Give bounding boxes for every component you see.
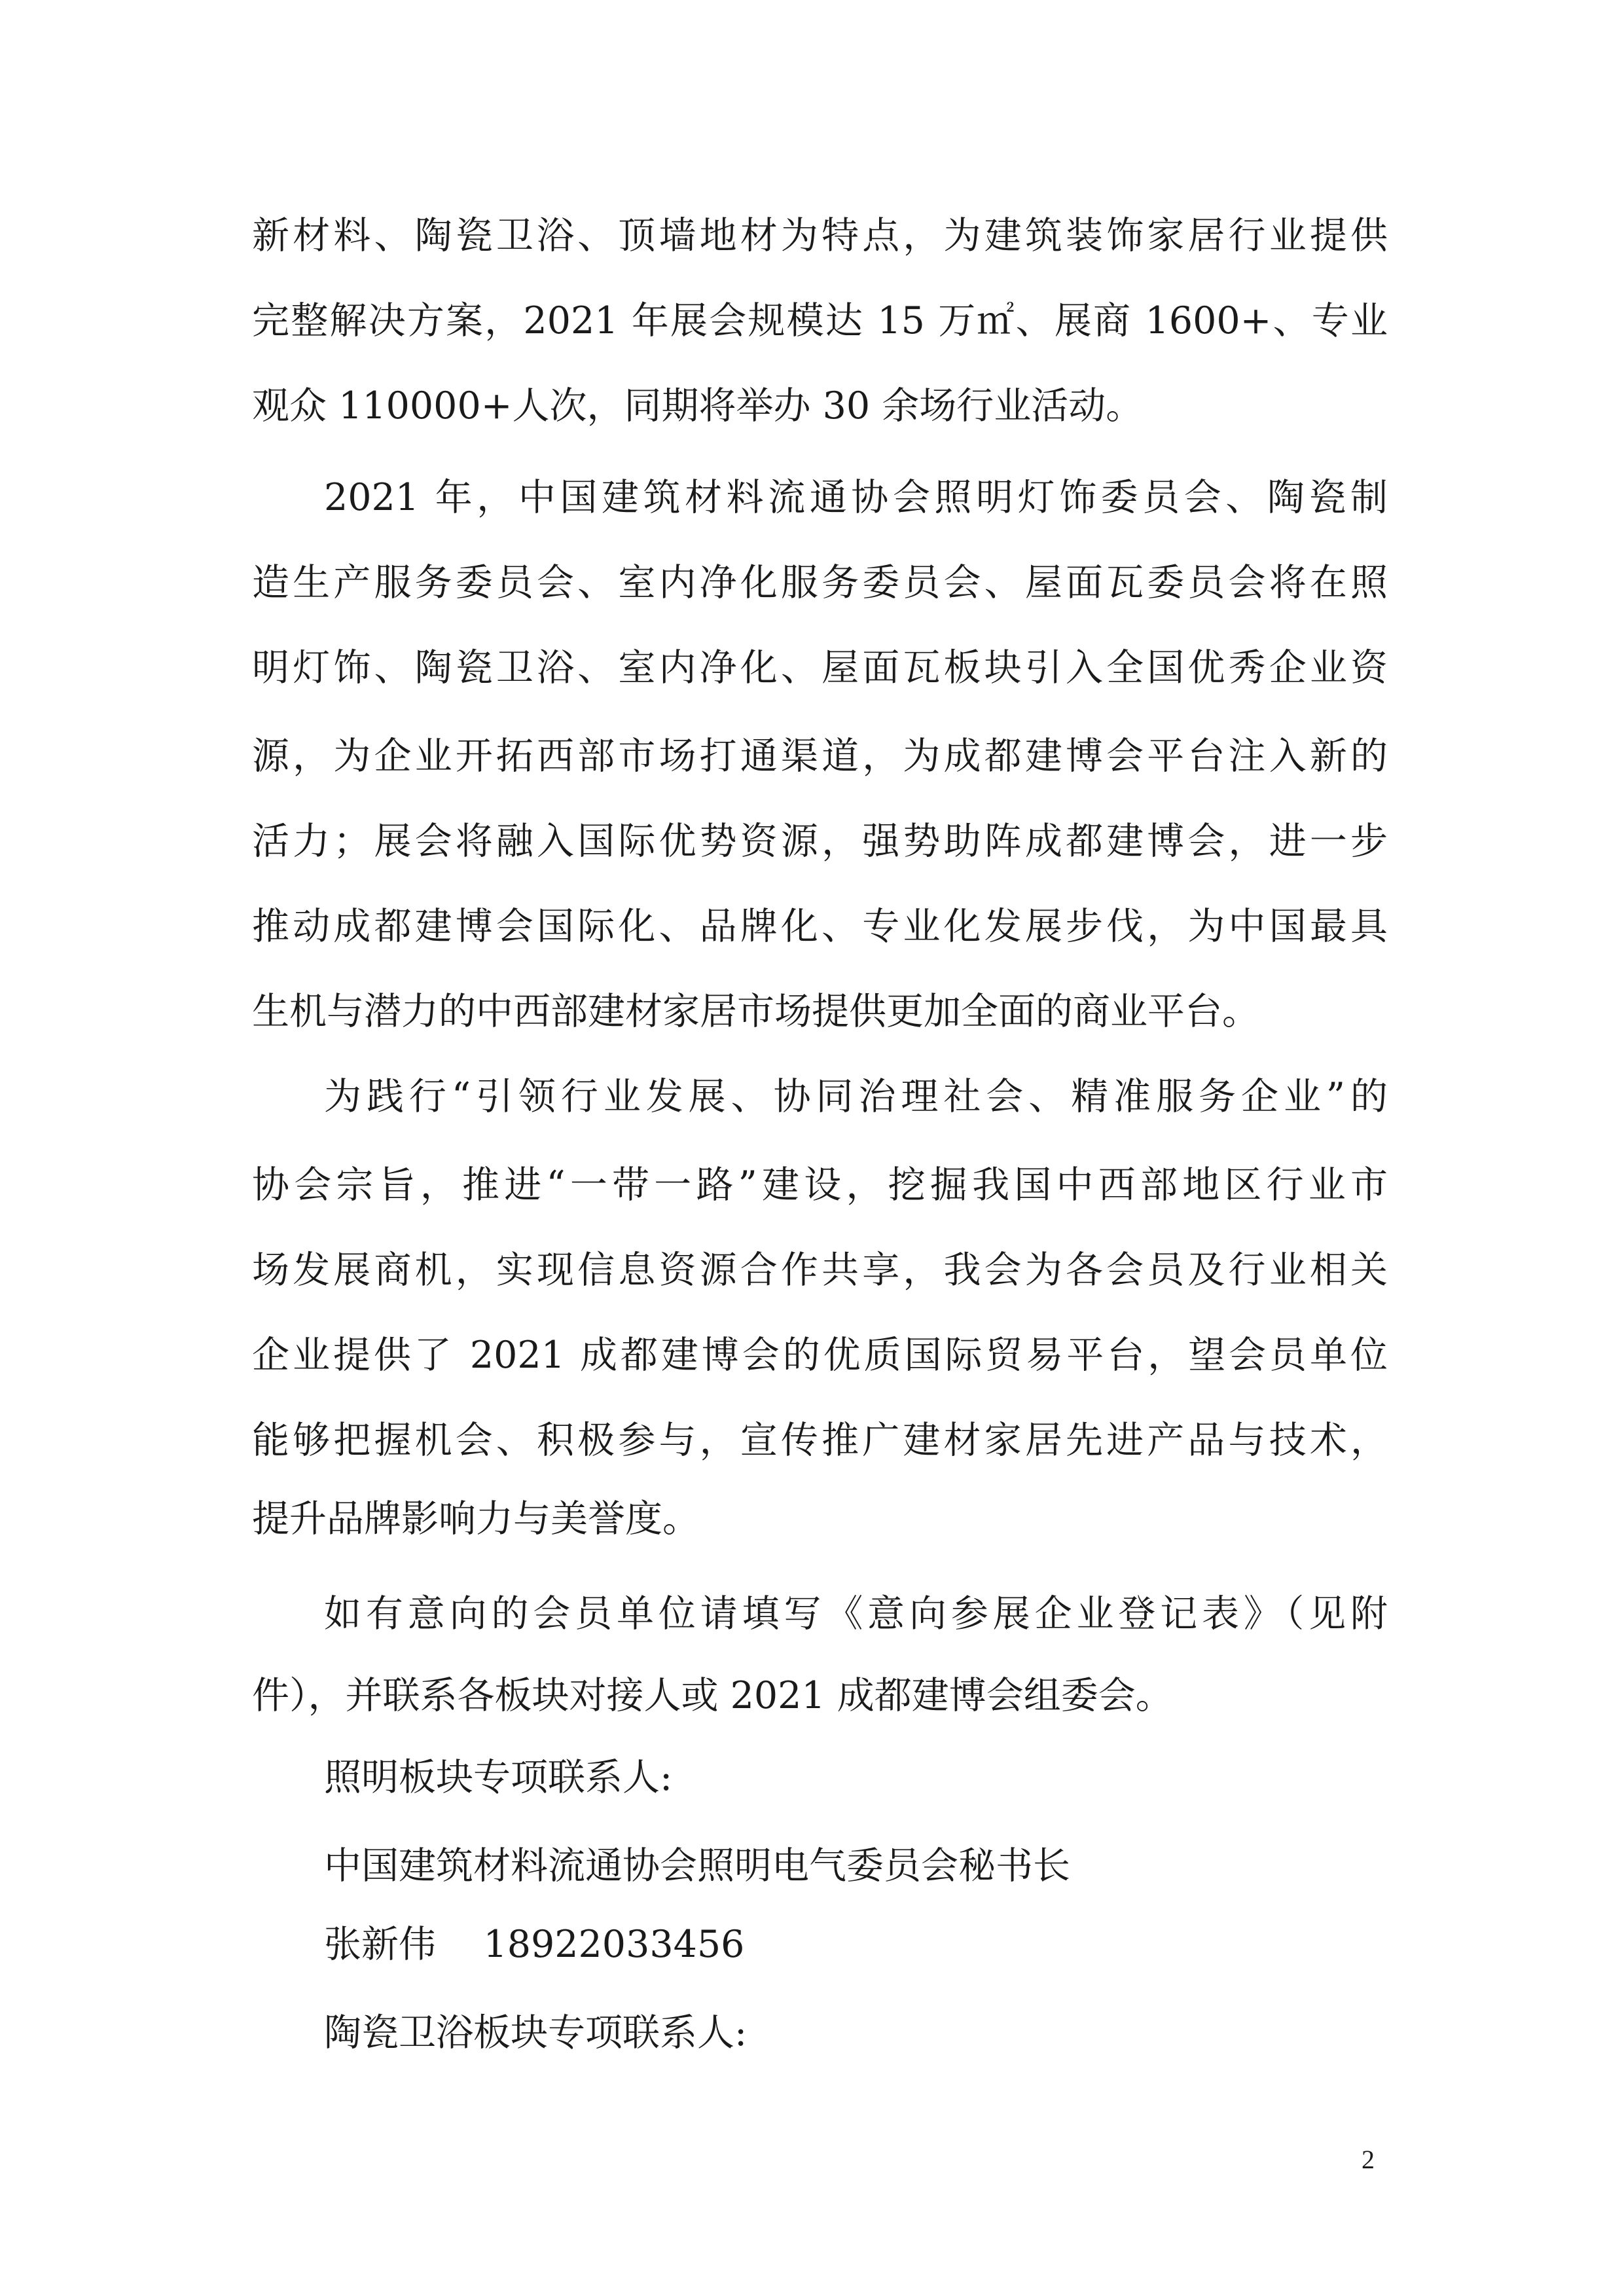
contact-heading: 照明板块专项联系人: xyxy=(324,1756,673,1799)
paragraph-line: 源，为企业开拓西部市场打通渠道，为成都建博会平台注入新的 xyxy=(252,735,1388,778)
paragraph-line: 为践行“引领行业发展、协同治理社会、精准服务企业”的 xyxy=(324,1075,1388,1118)
paragraph-line: 件），并联系各板块对接人或 2021 成都建博会组委会。 xyxy=(252,1674,1173,1717)
paragraph-line: 观众 110000+人次，同期将举办 30 余场行业活动。 xyxy=(252,384,1144,428)
paragraph-line: 2021 年，中国建筑材料流通协会照明灯饰委员会、陶瓷制 xyxy=(324,476,1388,519)
contact-name-phone: 张新伟 18922033456 xyxy=(324,1923,745,1966)
paragraph-line: 新材料、陶瓷卫浴、顶墙地材为特点，为建筑装饰家居行业提供 xyxy=(252,214,1388,257)
contact-organization: 中国建筑材料流通协会照明电气委员会秘书长 xyxy=(324,1844,1070,1887)
paragraph-line: 协会宗旨，推进“一带一路”建设，挖掘我国中西部地区行业市 xyxy=(252,1163,1388,1207)
paragraph-line: 活力；展会将融入国际优势资源，强势助阵成都建博会，进一步 xyxy=(252,820,1388,863)
paragraph-line: 明灯饰、陶瓷卫浴、室内净化、屋面瓦板块引入全国优秀企业资 xyxy=(252,646,1388,689)
paragraph-line: 企业提供了 2021 成都建博会的优质国际贸易平台，望会员单位 xyxy=(252,1334,1388,1377)
paragraph-line: 造生产服务委员会、室内净化服务委员会、屋面瓦委员会将在照 xyxy=(252,561,1388,604)
paragraph-line: 生机与潜力的中西部建材家居市场提供更加全面的商业平台。 xyxy=(252,990,1259,1033)
paragraph-line: 如有意向的会员单位请填写《意向参展企业登记表》（见附 xyxy=(324,1592,1388,1635)
contact-heading: 陶瓷卫浴板块专项联系人: xyxy=(324,2011,748,2054)
paragraph-line: 场发展商机，实现信息资源合作共享，我会为各会员及行业相关 xyxy=(252,1248,1388,1292)
paragraph-line: 推动成都建博会国际化、品牌化、专业化发展步伐，为中国最具 xyxy=(252,905,1388,948)
page-number: 2 xyxy=(1362,2145,1375,2174)
paragraph-line: 提升品牌影响力与美誉度。 xyxy=(252,1497,700,1540)
paragraph-line: 完整解决方案，2021 年展会规模达 15 万㎡、展商 1600+、专业 xyxy=(252,299,1388,342)
paragraph-line: 能够把握机会、积极参与，宣传推广建材家居先进产品与技术， xyxy=(252,1419,1388,1462)
